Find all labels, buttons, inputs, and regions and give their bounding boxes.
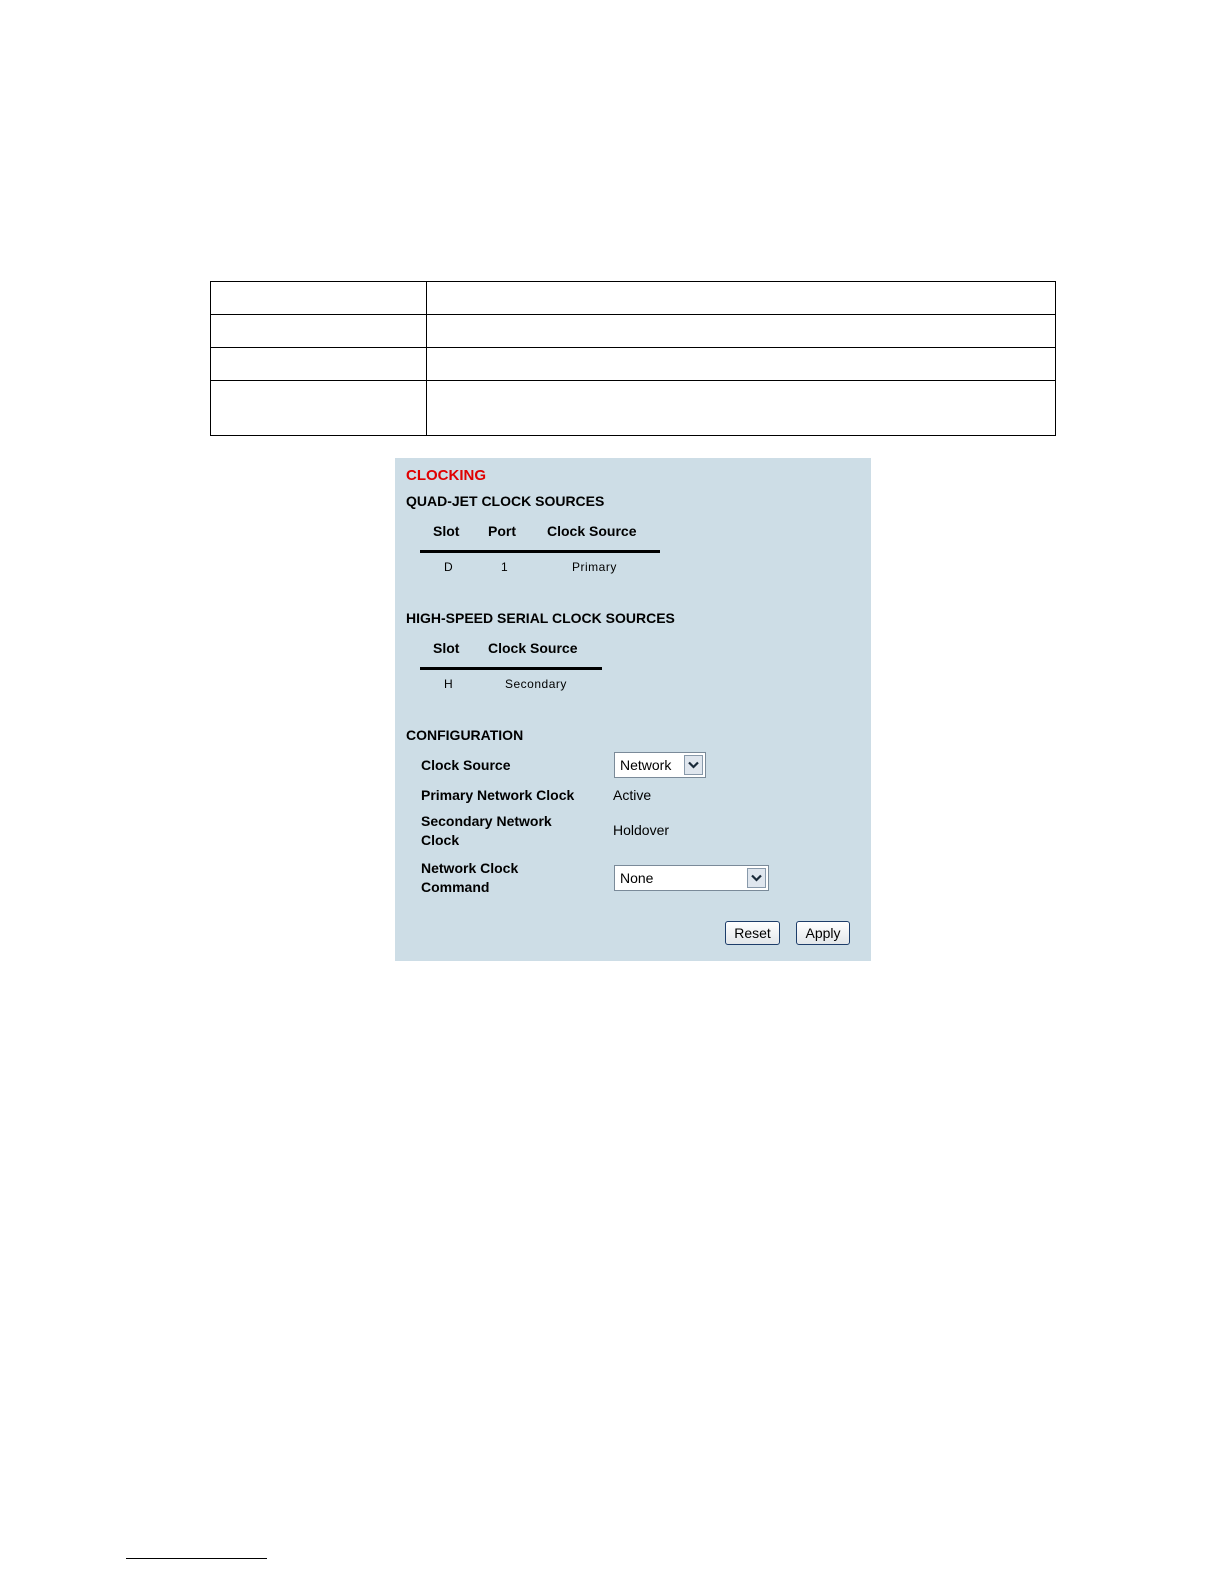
quadjet-header-rule xyxy=(420,550,660,553)
quadjet-row-slot: D xyxy=(444,560,454,574)
table-row xyxy=(211,282,1056,315)
hss-row-clock-source: Secondary xyxy=(505,677,567,691)
quadjet-row-port: 1 xyxy=(501,560,509,574)
table-row xyxy=(211,381,1056,436)
clock-source-select[interactable] xyxy=(614,752,706,778)
command-label-line1: Network Clock xyxy=(421,860,519,876)
hss-row-slot: H xyxy=(444,677,454,691)
hss-header-rule xyxy=(420,667,602,670)
hss-heading: HIGH-SPEED SERIAL CLOCK SOURCES xyxy=(406,610,675,626)
table-row xyxy=(211,348,1056,381)
hss-col-clock-source: Clock Source xyxy=(488,640,578,656)
panel-title: CLOCKING xyxy=(406,467,486,484)
quadjet-col-slot: Slot xyxy=(433,523,460,539)
primary-network-clock-value: Active xyxy=(613,787,652,803)
secondary-label-line2: Clock xyxy=(421,832,460,848)
clocking-panel xyxy=(395,458,871,961)
quadjet-col-clock-source: Clock Source xyxy=(547,523,637,539)
chevron-down-icon[interactable] xyxy=(684,755,703,775)
primary-network-clock-label: Primary Network Clock xyxy=(421,787,575,803)
network-clock-command-label xyxy=(421,859,518,897)
clock-source-label: Clock Source xyxy=(421,757,511,773)
quadjet-row-clock-source: Primary xyxy=(572,560,617,574)
command-label-line2: Command xyxy=(421,879,490,895)
footnote-separator xyxy=(126,1558,267,1559)
secondary-network-clock-value: Holdover xyxy=(613,822,670,838)
secondary-label-line1: Secondary Network xyxy=(421,813,552,829)
document-table xyxy=(210,281,1056,436)
quadjet-col-port: Port xyxy=(488,523,516,539)
network-clock-command-value: None xyxy=(620,870,654,886)
table-row xyxy=(211,315,1056,348)
reset-button[interactable]: Reset xyxy=(725,921,780,945)
secondary-network-clock-label xyxy=(421,812,552,850)
network-clock-command-select[interactable] xyxy=(614,865,769,891)
clock-source-value: Network xyxy=(620,757,672,773)
chevron-down-icon[interactable] xyxy=(747,868,766,888)
hss-col-slot: Slot xyxy=(433,640,460,656)
configuration-heading: CONFIGURATION xyxy=(406,727,524,743)
quadjet-heading: QUAD-JET CLOCK SOURCES xyxy=(406,493,605,509)
apply-button[interactable]: Apply xyxy=(796,921,850,945)
